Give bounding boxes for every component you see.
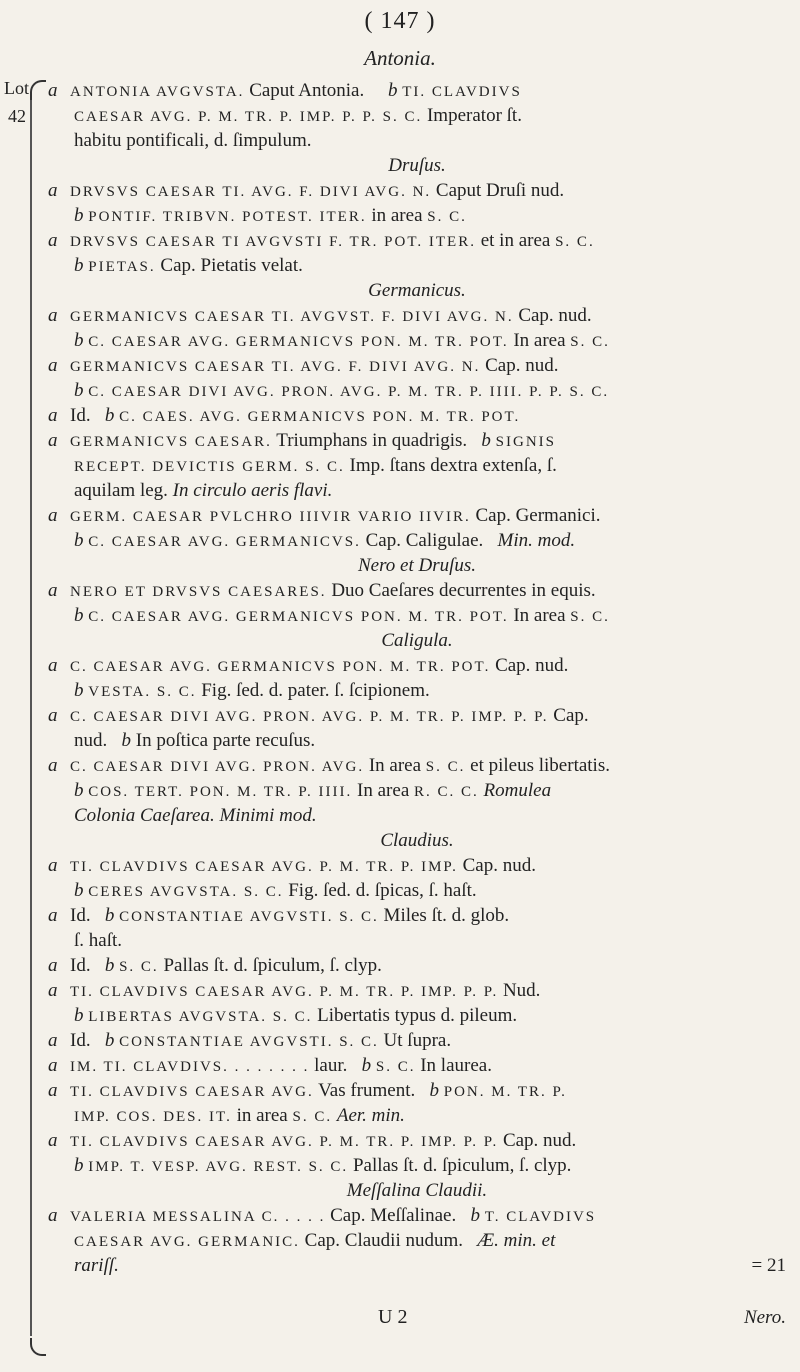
obverse-marker: a [48, 980, 58, 1001]
obverse-marker: a [48, 80, 58, 101]
line-text: aquilam leg. In circulo aeris flavi. [74, 480, 333, 501]
catalogue-line [48, 303, 786, 328]
line-text: C. CAESAR AVG. GERMANICVS PON. M. TR. POT. Cap. nud. [70, 655, 569, 676]
catalogue-line [48, 1253, 786, 1278]
line-text: Id. b CONSTANTIAE AVGVSTI. S. C. Miles ſt. d. glob. [70, 905, 510, 926]
section-heading [48, 828, 786, 853]
brace-line [30, 100, 32, 1336]
line-text: DRVSVS CAESAR TI AVGVSTI F. TR. POT. ITER. et in area S. C. [70, 230, 595, 251]
obverse-marker: a [48, 580, 58, 601]
catalogue-line [48, 778, 786, 803]
catalogue-line [48, 1103, 786, 1128]
catalogue-line [48, 1203, 786, 1228]
margin-lot-label: Lot [4, 78, 29, 98]
line-text: C. CAESAR DIVI AVG. PRON. AVG. P. M. TR. P. IMP. P. P. Cap. [70, 705, 589, 726]
obverse-marker: a [48, 1055, 58, 1076]
catalogue-line [48, 1028, 786, 1053]
line-text: NERO ET DRVSVS CAESARES. Duo Caeſares decurrentes in equis. [70, 580, 596, 601]
catalogue-line [48, 203, 786, 228]
catalogue-line [48, 353, 786, 378]
obverse-marker: a [48, 905, 58, 926]
obverse-marker: a [48, 430, 58, 451]
line-text: Druſus. [388, 155, 446, 176]
catalogue-line [48, 528, 786, 553]
obverse-marker: a [48, 855, 58, 876]
obverse-marker: a [48, 755, 58, 776]
line-text: b PIETAS. Cap. Pietatis velat. [74, 255, 303, 276]
line-text: ſ. haſt. [74, 930, 123, 951]
line-text: CAESAR AVG. GERMANIC. Cap. Claudii nudum. Æ. min. et [74, 1230, 556, 1251]
obverse-marker: a [48, 955, 58, 976]
catalogue-line [48, 853, 786, 878]
catalogue-line [48, 253, 786, 278]
line-text: b C. CAESAR AVG. GERMANICVS. Cap. Caligulae. Min. mod. [74, 530, 576, 551]
line-text: GERMANICVS CAESAR TI. AVG. F. DIVI AVG. N. Cap. nud. [70, 355, 559, 376]
line-text: RECEPT. DEVICTIS GERM. S. C. Imp. ſtans dextra extenſa, ſ. [74, 455, 557, 476]
signature-mark: U 2 [378, 1306, 408, 1328]
line-text: TI. CLAVDIVS CAESAR AVG. P. M. TR. P. IMP. Cap. nud. [70, 855, 536, 876]
margin-lot-number: 42 [8, 106, 26, 126]
line-text: rariſſ. [74, 1255, 119, 1276]
line-text: IM. TI. CLAVDIVS. . . . . . . . laur. b S. C. In laurea. [70, 1055, 492, 1076]
line-text: GERMANICVS CAESAR. Triumphans in quadrigis. b SIGNIS [70, 430, 557, 451]
catalogue-line [48, 1153, 786, 1178]
line-text: Meſſalina Claudii. [346, 1180, 488, 1201]
line-text: Nero et Druſus. [357, 555, 477, 576]
catalogue-line [48, 578, 786, 603]
catalogue-line [48, 1053, 786, 1078]
catalogue-line [48, 378, 786, 403]
line-text: b COS. TERT. PON. M. TR. P. IIII. In area R. C. C. Romulea [74, 780, 552, 801]
line-text: Colonia Caeſarea. Minimi mod. [74, 805, 317, 826]
line-text: b PONTIF. TRIBVN. POTEST. ITER. in area S. C. [74, 205, 467, 226]
catalogue-line [48, 403, 786, 428]
line-text: b C. CAESAR AVG. GERMANICVS PON. M. TR. POT. In area S. C. [74, 605, 610, 626]
catalogue-line [48, 1078, 786, 1103]
section-heading [48, 1178, 786, 1203]
obverse-marker: a [48, 655, 58, 676]
running-head: Antonia. [364, 46, 436, 70]
catalogue-line [48, 953, 786, 978]
line-text: GERM. CAESAR PVLCHRO IIIVIR VARIO IIVIR. Cap. Germanici. [70, 505, 601, 526]
line-text: Id. b CONSTANTIAE AVGVSTI. S. C. Ut ſupra. [70, 1030, 452, 1051]
lot-count: = 21 [751, 1255, 786, 1276]
obverse-marker: a [48, 305, 58, 326]
section-heading [48, 278, 786, 303]
obverse-marker: a [48, 505, 58, 526]
page-number: ( 147 ) [364, 8, 436, 34]
line-text: GERMANICVS CAESAR TI. AVGVST. F. DIVI AVG. N. Cap. nud. [70, 305, 592, 326]
catalogue-line [48, 428, 786, 453]
obverse-marker: a [48, 230, 58, 251]
catalogue-line [48, 903, 786, 928]
line-text: IMP. COS. DES. IT. in area S. C. Aer. min. [74, 1105, 405, 1126]
line-text: Id. b C. CAES. AVG. GERMANICVS PON. M. TR. POT. [70, 405, 521, 426]
catalogue-line [48, 128, 786, 153]
line-text: b VESTA. S. C. Fig. ſed. d. pater. ſ. ſcipionem. [74, 680, 430, 701]
catalogue-line [48, 803, 786, 828]
line-text: Id. b S. C. Pallas ſt. d. ſpiculum, ſ. clyp. [70, 955, 382, 976]
section-heading [48, 553, 786, 578]
catalogue-line [48, 753, 786, 778]
line-text: TI. CLAVDIVS CAESAR AVG. P. M. TR. P. IMP. P. P. Cap. nud. [70, 1130, 577, 1151]
catchword: Nero. [743, 1307, 786, 1328]
catalogue-text [48, 78, 786, 1278]
obverse-marker: a [48, 355, 58, 376]
obverse-marker: a [48, 1130, 58, 1151]
line-text: b LIBERTAS AVGVSTA. S. C. Libertatis typus d. pileum. [74, 1005, 518, 1026]
section-heading [48, 153, 786, 178]
line-text: b IMP. T. VESP. AVG. REST. S. C. Pallas ſt. d. ſpiculum, ſ. clyp. [74, 1155, 572, 1176]
section-heading [48, 628, 786, 653]
line-text: TI. CLAVDIVS CAESAR AVG. Vas frument. b PON. M. TR. P. [70, 1080, 567, 1101]
obverse-marker: a [48, 1030, 58, 1051]
line-text: b C. CAESAR AVG. GERMANICVS PON. M. TR. POT. In area S. C. [74, 330, 610, 351]
line-text: VALERIA MESSALINA C. . . . . Cap. Meſſalinae. b T. CLAVDIVS [70, 1205, 597, 1226]
page-footer [48, 1305, 786, 1330]
catalogue-line [48, 453, 786, 478]
obverse-marker: a [48, 180, 58, 201]
catalogue-line [48, 878, 786, 903]
catalogue-line [48, 1128, 786, 1153]
catalogue-line [48, 703, 786, 728]
catalogue-line [48, 728, 786, 753]
catalogue-line [48, 678, 786, 703]
obverse-marker: a [48, 705, 58, 726]
line-text: Claudius. [380, 830, 454, 851]
catalogue-line [48, 228, 786, 253]
catalogue-line [48, 1228, 786, 1253]
catalogue-line [48, 1003, 786, 1028]
line-text: TI. CLAVDIVS CAESAR AVG. P. M. TR. P. IMP. P. P. Nud. [70, 980, 541, 1001]
line-text: Germanicus. [368, 280, 466, 301]
line-text: ANTONIA AVGVSTA. Caput Antonia. b TI. CLAVDIVS [70, 80, 522, 101]
obverse-marker: a [48, 405, 58, 426]
obverse-marker: a [48, 1080, 58, 1101]
line-text: nud. b In poſtica parte recuſus. [74, 730, 316, 751]
line-text: Caligula. [381, 630, 453, 651]
catalogue-line [48, 328, 786, 353]
catalogue-line [48, 503, 786, 528]
catalogue-line [48, 978, 786, 1003]
line-text: b C. CAESAR DIVI AVG. PRON. AVG. P. M. TR. P. IIII. P. P. S. C. [74, 380, 610, 401]
catalogue-line [48, 478, 786, 503]
catalogue-line [48, 178, 786, 203]
catalogue-line [48, 78, 786, 103]
brace-bottom [30, 1338, 46, 1356]
line-text: CAESAR AVG. P. M. TR. P. IMP. P. P. S. C. Imperator ſt. [74, 105, 522, 126]
line-text: habitu pontificali, d. ſimpulum. [74, 130, 312, 151]
line-text: C. CAESAR DIVI AVG. PRON. AVG. In area S. C. et pileus libertatis. [70, 755, 610, 776]
catalogue-line [48, 603, 786, 628]
obverse-marker: a [48, 1205, 58, 1226]
catalogue-line [48, 653, 786, 678]
catalogue-line [48, 928, 786, 953]
line-text: b CERES AVGVSTA. S. C. Fig. ſed. d. ſpicas, ſ. haſt. [74, 880, 477, 901]
line-text: DRVSVS CAESAR TI. AVG. F. DIVI AVG. N. Caput Druſi nud. [70, 180, 565, 201]
brace-top [30, 80, 46, 100]
catalogue-line [48, 103, 786, 128]
